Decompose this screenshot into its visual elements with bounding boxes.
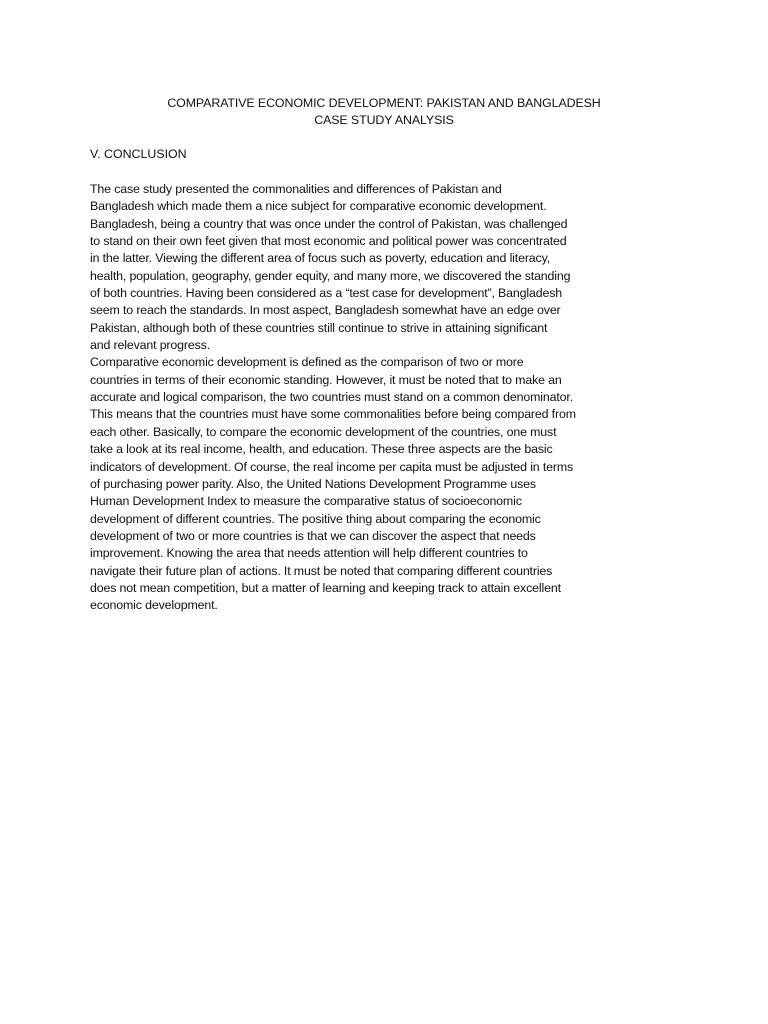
text-line: improvement. Knowing the area that needs attention will help different countries to [90, 546, 528, 561]
text-line: Comparative economic development is defined as the comparison of two or more [90, 355, 524, 370]
text-line: accurate and logical comparison, the two countries must stand on a common denominator. [90, 390, 573, 405]
text-line: economic development. [90, 598, 218, 613]
text-line: This means that the countries must have some commonalities before being compared from [90, 407, 576, 422]
body-text [90, 181, 610, 615]
text-line: indicators of development. Of course, the real income per capita must be adjusted in terms [90, 459, 574, 474]
document-title [0, 95, 768, 129]
text-line: each other. Basically, to compare the economic development of the countries, one must [90, 424, 557, 439]
section-heading: V. CONCLUSION [90, 147, 187, 161]
text-line: take a look at its real income, health, and education. These three aspects are the basic [90, 442, 553, 457]
text-line: in the latter. Viewing the different area of focus such as poverty, education and literacy, [90, 251, 550, 266]
subtitle-line: CASE STUDY ANALYSIS [314, 113, 454, 127]
text-line: does not mean competition, but a matter of learning and keeping track to attain excellent [90, 580, 561, 595]
text-line: health, population, geography, gender equity, and many more, we discovered the standing [90, 268, 571, 283]
text-line: to stand on their own feet given that most economic and political power was concentrated [90, 234, 567, 249]
text-line: seem to reach the standards. In most aspect, Bangladesh somewhat have an edge over [90, 303, 561, 318]
title-line: COMPARATIVE ECONOMIC DEVELOPMENT: PAKISTAN AND BANGLADESH [167, 96, 601, 110]
text-line: Bangladesh, being a country that was once under the control of Pakistan, was challenged [90, 216, 568, 231]
text-line: development of two or more countries is that we can discover the aspect that needs [90, 528, 536, 543]
text-line: Bangladesh which made them a nice subject for comparative economic development. [90, 199, 547, 214]
text-line: Pakistan, although both of these countries still continue to strive in attaining significant [90, 320, 548, 335]
text-line: The case study presented the commonalities and differences of Pakistan and [90, 182, 502, 196]
text-line: of both countries. Having been considered as a “test case for development”, Bangladesh [90, 286, 563, 301]
text-line: of purchasing power parity. Also, the United Nations Development Programme uses [90, 476, 536, 491]
text-line: countries in terms of their economic standing. However, it must be noted that to make an [90, 372, 562, 387]
text-line: navigate their future plan of actions. It must be noted that comparing different countries [90, 563, 553, 578]
text-line: development of different countries. The positive thing about comparing the economic [90, 511, 541, 526]
text-line: and relevant progress. [90, 338, 210, 353]
text-line: Human Development Index to measure the comparative status of socioeconomic [90, 494, 522, 509]
